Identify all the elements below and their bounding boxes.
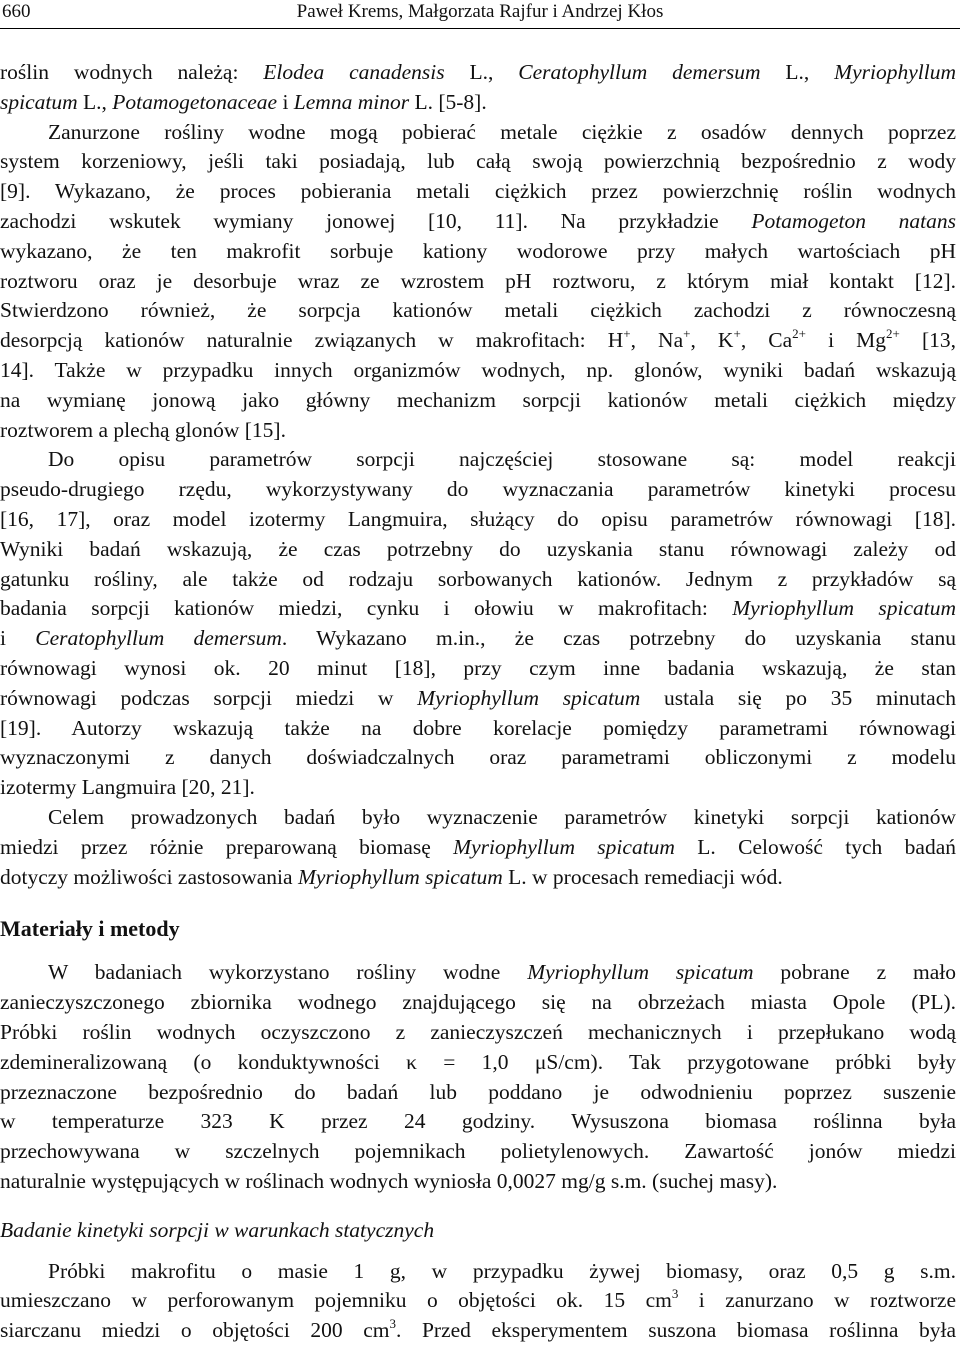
text-line: [16, 17], oraz model izotermy Langmuira, służący do opisu parametrów równowagi [18]. (0, 506, 956, 531)
text-line: roztworu oraz je desorbuje wraz ze wzrostem pH roztworu, z którym miał kontakt [12]. (0, 268, 956, 293)
text-line: dotyczy możliwości zastosowania Myriophyllum spicatum L. w procesach remediacji wód. (0, 864, 783, 889)
text-line: na wymianę jonową jako główny mechanizm sorpcji kationów metali ciężkich między (0, 387, 956, 412)
page-header (0, 0, 960, 29)
text-line: izotermy Langmuira [20, 21]. (0, 775, 255, 800)
paragraph-4 (0, 958, 956, 1196)
text-line: Stwierdzono również, że sorpcja kationów metali ciężkich zachodzi z równoczesną (0, 298, 956, 323)
text-line: [9]. Wykazano, że proces pobierania metali ciężkich przez powierzchnię roślin wodnych (0, 179, 956, 204)
text-line: zdemineralizowaną (o konduktywności κ = 1,0 μS/cm). Tak przygotowane próbki były (0, 1049, 956, 1074)
paragraph-3 (0, 803, 956, 892)
text-line: naturalnie występujących w roślinach wodnych wyniosła 0,0027 mg/g s.m. (suchej masy). (0, 1168, 778, 1193)
text-line: zachodzi wskutek wymiany jonowej [10, 11]. Na przykładzie Potamogeton natans (0, 208, 956, 233)
text-line: umieszczano w perforowanym pojemniku o objętości ok. 15 $cm^3$ i zanurzano w roztworze (0, 1286, 956, 1313)
text-line: Celem prowadzonych badań było wyznaczenie parametrów kinetyki sorpcji kationów (48, 804, 956, 829)
text-line: W badaniach wykorzystano rośliny wodne Myriophyllum spicatum pobrane z mało (48, 960, 956, 985)
text-line: Próbki makrofitu o masie 1 g, w przypadku żywej biomasy, oraz 0,5 g s.m. (48, 1258, 956, 1283)
text-line: w temperaturze 323 K przez 24 godziny. Wysuszona biomasa roślinna była (0, 1109, 956, 1134)
spacer (0, 1245, 956, 1257)
text-line: i Ceratophyllum demersum. Wykazano m.in., że czas potrzebny do uzyskania stanu (0, 626, 956, 651)
subsection-heading: Badanie kinetyki sorpcji w warunkach statycznych (0, 1217, 435, 1242)
text-line: gatunku rośliny, ale także od rodzaju sorbowanych kationów. Jednym z przykładów są (0, 566, 956, 591)
text-line: 14]. Także w przypadku innych organizmów wodnych, np. glonów, wyniki badań wskazują (0, 357, 956, 382)
text-line: przeznaczone bezpośrednio do badań lub poddano je odwodnieniu poprzez suszenie (0, 1079, 956, 1104)
section-heading: Materiały i metody (0, 916, 180, 942)
text-line: siarczanu miedzi o objętości 200 $cm^3$. Przed eksperymentem suszona biomasa roślinna była (0, 1316, 956, 1343)
running-head-authors: Paweł Krems, Małgorzata Rajfur i Andrzej Kłos (296, 1, 664, 22)
text-line: [19]. Autorzy wskazują także na dobre korelacje pomiędzy parametrami równowagi (0, 715, 956, 740)
page-number: 660 (2, 1, 31, 22)
spacer (0, 944, 956, 958)
text-line: równowagi podczas sorpcji miedzi w Myriophyllum spicatum ustala się po 35 minutach (0, 685, 956, 710)
spacer (0, 892, 956, 914)
paragraph-5 (0, 1257, 956, 1346)
text-line: miedzi przez różnie preparowaną biomasę Myriophyllum spicatum L. Celowość tych badań (0, 834, 956, 859)
text-line: równowagi wynosi ok. 20 minut [18], przy czym inne badania wskazują, że stan (0, 655, 956, 680)
text-line: Wyniki badań wskazują, że czas potrzebny do uzyskania stanu równowagi zależy od (0, 536, 956, 561)
text-line: roślin wodnych należą: Elodea canadensis L., Ceratophyllum demersum L., Myriophyllum (0, 60, 956, 84)
paragraph-2 (0, 445, 956, 803)
text-line: Zanurzone rośliny wodne mogą pobierać metale ciężkie z osadów dennych poprzez (48, 119, 956, 144)
article-body (0, 58, 956, 1346)
paragraph-1 (0, 58, 956, 445)
text-line: roztworem a plechą glonów [15]. (0, 417, 286, 442)
spacer (0, 1197, 956, 1215)
text-line: przechowywana w szczelnych pojemnikach polietylenowych. Zawartość jonów miedzi (0, 1139, 956, 1164)
text-line: Próbki roślin wodnych oczyszczono z zanieczyszczeń mechanicznych i przepłukano wodą (0, 1019, 956, 1044)
text-line: wykazano, że ten makrofit sorbuje kationy wodorowe przy małych wartościach pH (0, 238, 956, 263)
text-line: Do opisu parametrów sorpcji najczęściej stosowane są: model reakcji (48, 447, 956, 472)
text-line: badania sorpcji kationów miedzi, cynku i ołowiu w makrofitach: Myriophyllum spicatum (0, 596, 956, 621)
text-line: zanieczyszczonego zbiornika wodnego znajdującego się na obrzeżach miasta Opole (PL). (0, 990, 956, 1015)
text-line: system korzeniowy, jeśli taki posiadają, lub całą swoją powierzchnią bezpośrednio z wody (0, 149, 956, 174)
text-line: wyznaczonymi z danych doświadczalnych oraz parametrami obliczonymi z modelu (0, 745, 956, 770)
text-line: desorpcją kationów naturalnie związanych w makrofitach: H+, Na+, K+, $Ca^{2+}$ i $Mg^{2+}$ [13, (0, 326, 956, 353)
text-line: pseudo-drugiego rzędu, wykorzystywany do wyznaczania parametrów kinetyki procesu (0, 477, 956, 502)
text-line: spicatum L., Potamogetonaceae i Lemna minor L. [5-8]. (0, 89, 487, 114)
